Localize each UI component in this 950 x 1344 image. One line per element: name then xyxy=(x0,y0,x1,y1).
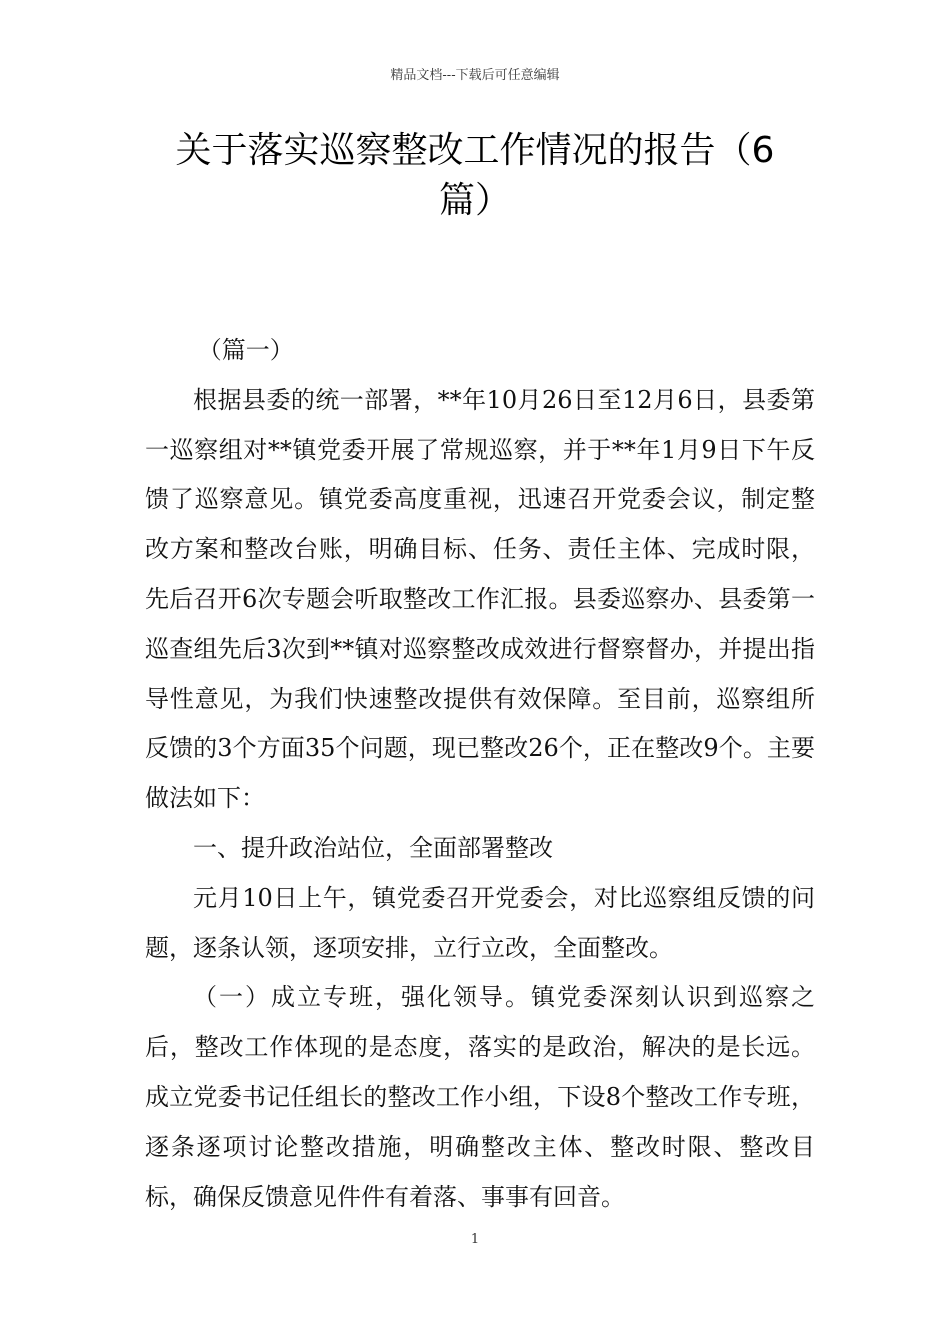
document-title xyxy=(140,126,810,226)
page-number: 1 xyxy=(470,1232,480,1247)
title-line-2: 篇） xyxy=(438,180,511,221)
section-label: （篇一） xyxy=(197,336,294,364)
document-body xyxy=(145,326,815,1222)
heading-section-one: 一、提升政治站位，全面部署整改 xyxy=(193,833,553,862)
paragraph-subsection-one: （一）成立专班，强化领导。镇党委深刻认识到巡察之后，整改工作体现的是态度，落实的是政治，解决的是长远。成立党委书记任组长的整改工作小组，下设8个整改工作专班，逐条逐项讨论整改措施，明确整改主体、整改时限、整改目标，确保反馈意见件件有着落、事事有回音。 xyxy=(145,983,815,1211)
header-note: 精品文档---下载后可任意编辑 xyxy=(390,68,560,83)
paragraph-meeting: 元月10日上午，镇党委召开党委会，对比巡察组反馈的问题，逐条认领，逐项安排，立行立改，全面整改。 xyxy=(145,883,815,962)
title-line-1: 关于落实巡察整改工作情况的报告（6 xyxy=(175,130,775,171)
paragraph-intro: 根据县委的统一部署，**年10月26日至12月6日，县委第一巡察组对**镇党委开展了常规巡察，并于**年1月9日下午反馈了巡察意见。镇党委高度重视，迅速召开党委会议，制定整改方案和整改台账，明确目标、任务、责任主体、完成时限，先后召开6次专题会听取整改工作汇报。县委巡察办、县委第一巡查组先后3次到**镇对巡察整改成效进行督察督办，并提出指导性意见，为我们快速整改提供有效保障。至目前，巡察组所反馈的3个方面35个问题，现已整改26个，正在整改9个。主要做法如下： xyxy=(145,385,815,813)
